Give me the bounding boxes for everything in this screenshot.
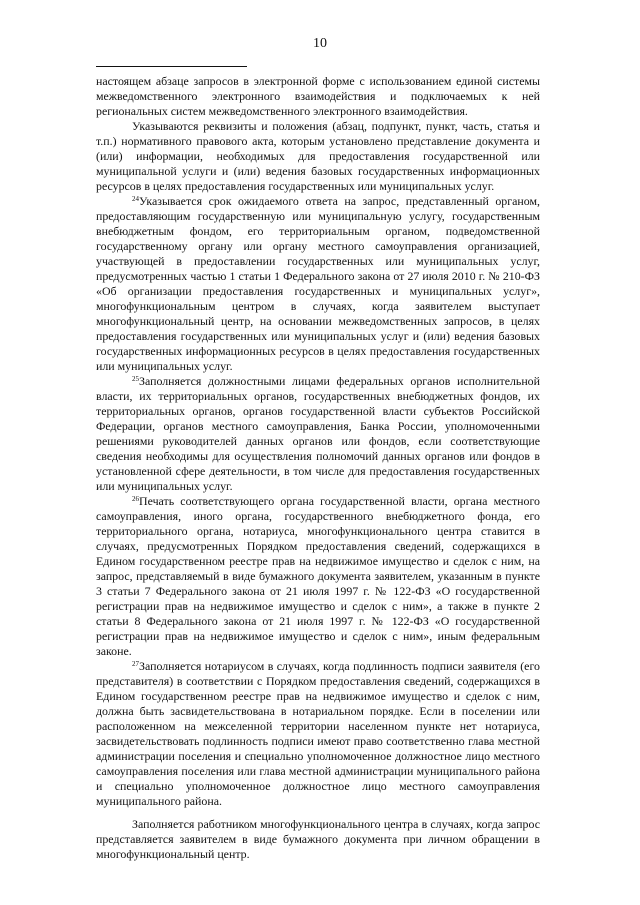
- footnote-continuation: [96, 74, 540, 119]
- footnote-text: Указываются реквизиты и положения (абзац, подпункт, пункт, часть, статья и т.п.) нормативного правового акта, которым установлено представление документа и (или) информации, необходимых для предоставления государственной или муниципальной услуги и (или) ведения базовых государственных информационных ресурсов в целях предоставления государственных или муниципальных услуг.: [96, 119, 540, 193]
- footnote-marker: 26: [132, 495, 139, 503]
- page-number: 10: [313, 36, 327, 51]
- footnote-marker: 25: [132, 375, 139, 383]
- footnote-27: [96, 659, 540, 809]
- footnotes-block: [96, 74, 540, 862]
- footnote-text: Заполняется должностными лицами федеральных органов исполнительной власти, их территориальных органов, государственных внебюджетных фондов, их территориальных органов, органов государственной власти субъектов Российской Федерации, органов местного самоуправления, Банка России, уполномоченными решениями руководителей данных органов или фондов, если соответствующие сведения необходимы для осуществления полномочий данных органов или фондов в установленной сфере деятельности, в том числе для предоставления государственных или муниципальных услуг.: [96, 374, 540, 493]
- footnote-text: Заполняется нотариусом в случаях, когда подлинность подписи заявителя (его представителя) в соответствии с Порядком предоставления сведений, содержащихся в Едином государственном реестре прав на недвижимое имущество и сделок с ним, должна быть засвидетельствована в нотариальном порядке. Если в поселении или расположенном на межселенной территории населенном пункте нет нотариуса, засвидетельствовать подлинность подписи имеют право соответственно глава местной администрации поселения и специально уполномоченное должностное лицо местного самоуправления поселения или глава местной администрации муниципального района и специально уполномоченное должностное лицо местного самоуправления муниципального района.: [96, 659, 540, 808]
- footnote-text: настоящем абзаце запросов в электронной форме с использованием единой системы межведомственного электронного взаимодействия и подключаемых к ней региональных систем межведомственного электронного взаимодействия.: [96, 74, 540, 118]
- footnote-marker: 24: [132, 195, 139, 203]
- footnote-26: [96, 494, 540, 659]
- footnote-text: Печать соответствующего органа государственной власти, органа местного самоуправления, иного органа, государственного внебюджетного фонда, его территориального органа, нотариуса, многофункционального центра ставится в случаях, предусмотренных Порядком предоставления сведений, содержащихся в Едином государственном реестре прав на недвижимое имущество и сделок с ним, на запрос, представляемый в виде бумажного документа заявителем, указанным в пункте 3 статьи 7 Федерального закона от 21 июля 1997 г. № 122-ФЗ «О государственной регистрации прав на недвижимое имущество и сделок с ним», а также в пункте 2 статьи 8 Федерального закона от 21 июля 1997 г. № 122-ФЗ «О государственной регистрации прав на недвижимое имущество и сделок с ним», иным федеральным законе.: [96, 494, 540, 658]
- footnote-text: Указывается срок ожидаемого ответа на запрос, представленный органом, предоставляющим государственную или муниципальную услугу, государственным внебюджетным фондом, его территориальным органом, подведомственной государственному органу или органу местного самоуправления организацией, участвующей в предоставлении государственных или муниципальных услуг, предусмотренных частью 1 статьи 1 Федерального закона от 27 июля 2010 г. № 210-ФЗ «Об организации предоставления государственных и муниципальных услуг», многофункциональным центром в случаях, когда заявителем выступает многофункциональный центр, на основании межведомственных запросов, в целях предоставления государственных или муниципальных услуг и (или) ведения базовых государственных информационных ресурсов в целях предоставления государственных или муниципальных услуг.: [96, 194, 540, 373]
- footnote-25: [96, 374, 540, 494]
- footnote-separator: [96, 66, 247, 67]
- footnote-24: [96, 194, 540, 374]
- footnote-mfc: [96, 817, 540, 862]
- footnote-requisites: [96, 119, 540, 194]
- footnote-text: Заполняется работником многофункционального центра в случаях, когда запрос представляется заявителем в виде бумажного документа при личном обращении в многофункциональный центр.: [96, 817, 540, 861]
- footnote-marker: 27: [132, 660, 139, 668]
